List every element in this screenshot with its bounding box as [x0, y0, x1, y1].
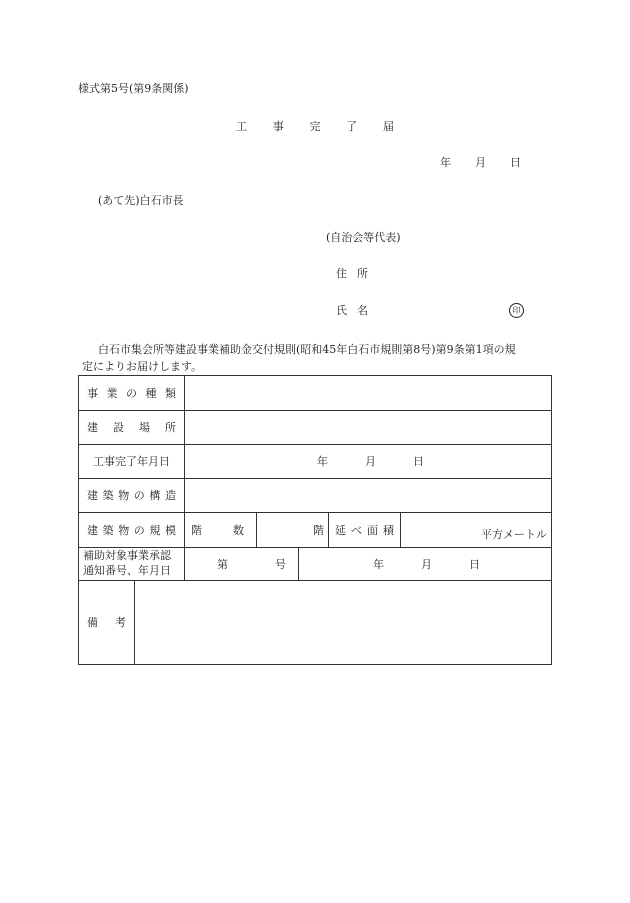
name-char: 氏 [336, 304, 347, 317]
table-row-structure [79, 478, 551, 513]
month-label: 月 [475, 156, 486, 169]
year-label: 年 [373, 557, 384, 571]
area-unit: 平方メートル [481, 528, 547, 541]
table-row-place [79, 410, 551, 445]
representative-label: (自治会等代表) [326, 231, 401, 244]
day-label: 日 [413, 455, 424, 468]
place-label: 建 設 場 所 [79, 410, 185, 444]
year-label: 年 [317, 455, 328, 468]
approval-number-field[interactable]: 第 号 [185, 547, 299, 580]
title-char: 完 [309, 120, 321, 133]
table-row-completion [79, 444, 551, 479]
floors-unit: 階 [313, 523, 324, 537]
name-label [336, 305, 368, 316]
year-label: 年 [440, 156, 451, 169]
address-char: 住 [336, 267, 347, 280]
scale-label: 建 築 物 の 規 模 [79, 512, 185, 547]
completion-label: 工事完了年月日 [79, 444, 185, 478]
table-row-approval [79, 547, 551, 581]
structure-label: 建 築 物 の 構 造 [79, 478, 185, 512]
remarks-label: 備 考 [79, 580, 135, 664]
table-row-kind [79, 376, 551, 411]
table-row-remarks [79, 580, 551, 664]
title-char: 届 [383, 120, 394, 133]
floor-area-label: 延 べ 面 積 [329, 512, 401, 547]
day-label: 日 [469, 557, 480, 571]
addressee: (あて先)白石市長 [98, 194, 184, 207]
title-char: 工 [236, 120, 247, 133]
title-char: 事 [272, 120, 284, 133]
floor-area-field[interactable] [401, 512, 551, 547]
body-text-line-2: 定によりお届けします。 [82, 360, 203, 373]
month-label: 月 [421, 557, 432, 571]
floors-field[interactable] [257, 512, 329, 547]
submission-date [440, 157, 521, 168]
completion-date-field[interactable] [185, 444, 551, 478]
address-label [336, 268, 368, 279]
body-text-line-1: 白石市集会所等建設事業補助金交付規則(昭和45年白石市規則第8号)第9条第1項の規 [98, 343, 516, 356]
place-field[interactable] [185, 410, 551, 444]
table-row-scale [79, 512, 551, 548]
form-table [78, 375, 552, 665]
remarks-field[interactable] [135, 580, 551, 664]
kind-field[interactable] [185, 376, 551, 410]
approval-label: 補助対象事業承認 通知番号、年月日 [79, 547, 185, 580]
seal-mark: 印 [509, 303, 524, 318]
month-label: 月 [365, 455, 376, 468]
approval-date-field[interactable] [299, 547, 551, 580]
document-title [180, 121, 450, 132]
title-char: 了 [346, 120, 358, 133]
form-number: 様式第5号(第9条関係) [78, 82, 189, 95]
kind-label: 事 業 の 種 類 [79, 376, 185, 410]
address-char: 所 [357, 267, 368, 280]
floors-label: 階 数 [185, 512, 257, 547]
structure-field[interactable] [185, 478, 551, 512]
name-char: 名 [357, 304, 368, 317]
day-label: 日 [510, 156, 521, 169]
